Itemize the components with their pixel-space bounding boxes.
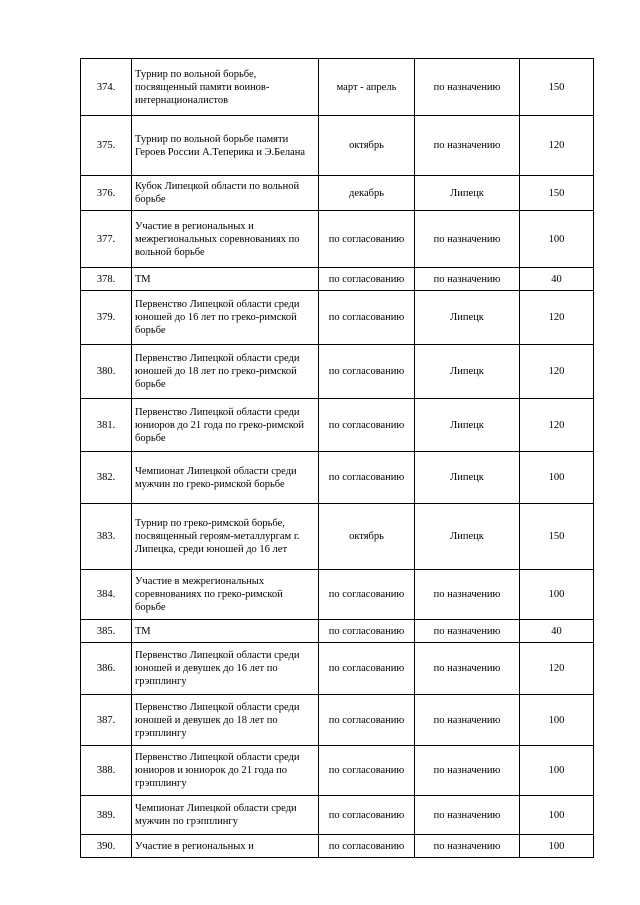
participant-count-cell: 120 <box>520 399 594 452</box>
row-number-cell: 378. <box>81 268 132 291</box>
table-row <box>81 570 594 620</box>
event-place-cell: Липецк <box>415 399 520 452</box>
event-name-cell: Чемпионат Липецкой области среди мужчин по греко-римской борьбе <box>132 452 319 504</box>
participant-count-cell: 100 <box>520 570 594 620</box>
event-name-cell: Первенство Липецкой области среди юношей и девушек до 18 лет по грэпплингу <box>132 695 319 746</box>
event-place-cell: по назначению <box>415 59 520 116</box>
event-name-cell: Первенство Липецкой области среди юниоров до 21 года по греко-римской борьбе <box>132 399 319 452</box>
event-name-cell: Первенство Липецкой области среди юношей и девушек до 16 лет по грэпплингу <box>132 643 319 695</box>
table-row <box>81 746 594 796</box>
participant-count-cell: 150 <box>520 59 594 116</box>
table-row <box>81 268 594 291</box>
participant-count-cell: 120 <box>520 345 594 399</box>
event-place-cell: по назначению <box>415 746 520 796</box>
table-row <box>81 291 594 345</box>
event-place-cell: по назначению <box>415 620 520 643</box>
event-place-cell: по назначению <box>415 211 520 268</box>
event-name-cell: Турнир по греко-римской борьбе, посвященный героям-металлургам г. Липецка, среди юношей до 16 лет <box>132 504 319 570</box>
event-place-cell: Липецк <box>415 504 520 570</box>
event-place-cell: Липецк <box>415 452 520 504</box>
event-name-cell: ТМ <box>132 268 319 291</box>
table-row <box>81 116 594 176</box>
event-date-cell: по согласованию <box>319 695 415 746</box>
row-number-cell: 384. <box>81 570 132 620</box>
table-row <box>81 176 594 211</box>
table-row <box>81 835 594 858</box>
event-date-cell: октябрь <box>319 504 415 570</box>
event-date-cell: по согласованию <box>319 835 415 858</box>
row-number-cell: 376. <box>81 176 132 211</box>
event-date-cell: по согласованию <box>319 399 415 452</box>
event-date-cell: по согласованию <box>319 211 415 268</box>
event-place-cell: по назначению <box>415 268 520 291</box>
participant-count-cell: 40 <box>520 268 594 291</box>
event-name-cell: ТМ <box>132 620 319 643</box>
event-date-cell: по согласованию <box>319 452 415 504</box>
event-place-cell: по назначению <box>415 116 520 176</box>
participant-count-cell: 100 <box>520 211 594 268</box>
event-place-cell: по назначению <box>415 835 520 858</box>
row-number-cell: 383. <box>81 504 132 570</box>
participant-count-cell: 100 <box>520 746 594 796</box>
row-number-cell: 389. <box>81 796 132 835</box>
events-table-body <box>81 59 594 858</box>
event-date-cell: по согласованию <box>319 746 415 796</box>
table-row <box>81 452 594 504</box>
table-row <box>81 796 594 835</box>
row-number-cell: 387. <box>81 695 132 746</box>
event-date-cell: по согласованию <box>319 620 415 643</box>
event-name-cell: Участие в региональных и межрегиональных соревнованиях по вольной борьбе <box>132 211 319 268</box>
event-date-cell: по согласованию <box>319 345 415 399</box>
table-row <box>81 643 594 695</box>
event-name-cell: Турнир по вольной борьбе памяти Героев России А.Теперика и Э.Белана <box>132 116 319 176</box>
row-number-cell: 388. <box>81 746 132 796</box>
event-date-cell: октябрь <box>319 116 415 176</box>
event-name-cell: Первенство Липецкой области среди юниоров и юниорок до 21 года по грэпплингу <box>132 746 319 796</box>
event-date-cell: по согласованию <box>319 291 415 345</box>
events-table <box>80 58 594 858</box>
participant-count-cell: 100 <box>520 796 594 835</box>
row-number-cell: 386. <box>81 643 132 695</box>
participant-count-cell: 120 <box>520 291 594 345</box>
event-name-cell: Первенство Липецкой области среди юношей до 18 лет по греко-римской борьбе <box>132 345 319 399</box>
event-place-cell: Липецк <box>415 345 520 399</box>
event-date-cell: по согласованию <box>319 796 415 835</box>
event-name-cell: Участие в межрегиональных соревнованиях по греко-римской борьбе <box>132 570 319 620</box>
participant-count-cell: 40 <box>520 620 594 643</box>
participant-count-cell: 100 <box>520 452 594 504</box>
event-name-cell: Кубок Липецкой области по вольной борьбе <box>132 176 319 211</box>
event-place-cell: по назначению <box>415 796 520 835</box>
row-number-cell: 379. <box>81 291 132 345</box>
event-date-cell: по согласованию <box>319 570 415 620</box>
participant-count-cell: 120 <box>520 643 594 695</box>
event-place-cell: по назначению <box>415 695 520 746</box>
row-number-cell: 382. <box>81 452 132 504</box>
table-row <box>81 620 594 643</box>
table-row <box>81 211 594 268</box>
table-row <box>81 695 594 746</box>
event-place-cell: по назначению <box>415 643 520 695</box>
row-number-cell: 380. <box>81 345 132 399</box>
row-number-cell: 381. <box>81 399 132 452</box>
event-date-cell: по согласованию <box>319 643 415 695</box>
row-number-cell: 374. <box>81 59 132 116</box>
event-date-cell: по согласованию <box>319 268 415 291</box>
participant-count-cell: 150 <box>520 504 594 570</box>
participant-count-cell: 120 <box>520 116 594 176</box>
event-name-cell: Чемпионат Липецкой области среди мужчин по грэпплингу <box>132 796 319 835</box>
row-number-cell: 385. <box>81 620 132 643</box>
row-number-cell: 377. <box>81 211 132 268</box>
event-name-cell: Турнир по вольной борьбе, посвященный памяти воинов-интернационалистов <box>132 59 319 116</box>
table-row <box>81 504 594 570</box>
event-date-cell: декабрь <box>319 176 415 211</box>
table-row <box>81 59 594 116</box>
event-place-cell: Липецк <box>415 291 520 345</box>
participant-count-cell: 150 <box>520 176 594 211</box>
event-place-cell: по назначению <box>415 570 520 620</box>
row-number-cell: 375. <box>81 116 132 176</box>
event-name-cell: Участие в региональных и <box>132 835 319 858</box>
event-place-cell: Липецк <box>415 176 520 211</box>
row-number-cell: 390. <box>81 835 132 858</box>
table-row <box>81 399 594 452</box>
event-name-cell: Первенство Липецкой области среди юношей до 16 лет по греко-римской борьбе <box>132 291 319 345</box>
participant-count-cell: 100 <box>520 835 594 858</box>
participant-count-cell: 100 <box>520 695 594 746</box>
table-row <box>81 345 594 399</box>
event-date-cell: март - апрель <box>319 59 415 116</box>
